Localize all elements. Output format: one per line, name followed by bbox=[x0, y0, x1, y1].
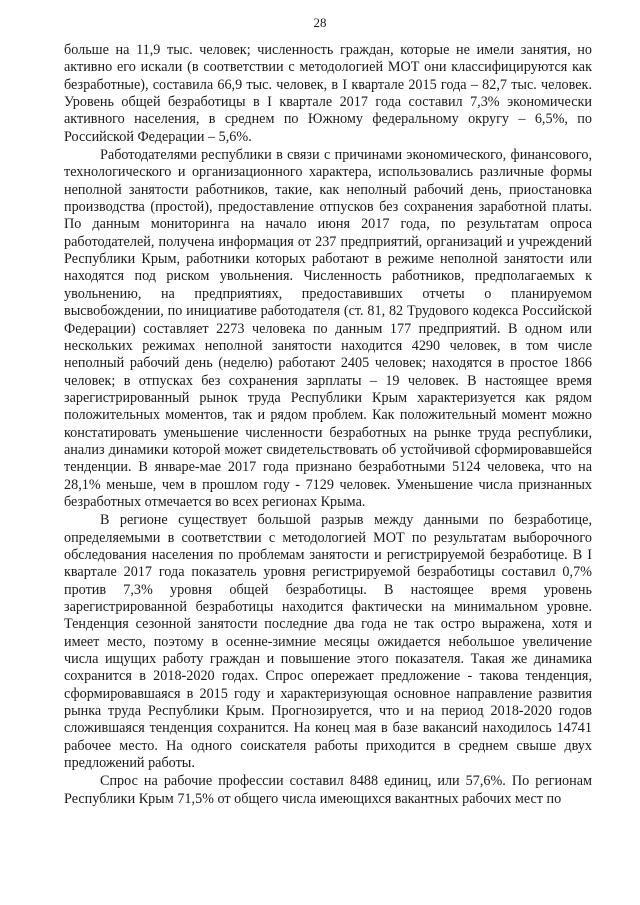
paragraph-part-time-employment: Работодателями республики в связи с причинами экономического, финансового, технологического и организационного характера, использовались различные формы неполной занятости работников, такие, как неполный рабочий день, приостановка производства (простой), предоставление отпусков без сохранения заработной платы. По данным мониторинга на начало июня 2017 года, по результатам опроса работодателей, получена информация от 237 предприятий, организаций и учреждений Республики Крым, работники которых работают в режиме неполной занятости или находятся под риском увольнения. Численность работников, предполагаемых к увольнению, на предприятиях, предоставивших отчеты о планируемом высвобождении, по инициативе работодателя (ст. 81, 82 Трудового кодекса Российской Федерации) составляет 2273 человека по данным 177 предприятий. В одном или нескольких режимах неполной занятости находится 4290 человек, в том числе неполный рабочий день (неделю) работают 2405 человек; находятся в простое 1866 человек; в отпусках без сохранения зарплаты – 19 человек. В настоящее время зарегистрированный рынок труда Республики Крым характеризуется как рядом положительных моментов, так и рядом проблем. Как положительный момент можно констатировать уменьшение численности безработных на рынке труда республики, анализ динамики которой может свидетельствовать об устойчивой сформировавшейся тенденции. В январе-мае 2017 года признано безработными 5124 человека, что на 28,1% меньше, чем в прошлом году - 7129 человек. Уменьшение числа признанных безработных отмечается во всех регионах Крыма. bbox=[64, 147, 592, 510]
document-body bbox=[64, 42, 592, 809]
paragraph-labor-demand: Спрос на рабочие профессии составил 8488 единиц, или 57,6%. По регионам Республики Крым 71,5% от общего числа имеющихся вакантных рабочих мест по bbox=[64, 773, 592, 807]
page-number: 28 bbox=[313, 15, 327, 30]
paragraph-unemployment-stats: больше на 11,9 тыс. человек; численность граждан, которые не имели занятия, но активно его искали (в соответствии с методологией МОТ они классифицируются как безработные), составила 66,9 тыс. человек, в I квартале 2015 года – 82,7 тыс. человек. Уровень общей безработицы в I квартале 2017 года составил 7,3% экономически активного населения, в среднем по Южному федеральному округу – 6,5%, по Российской Федерации – 5,6%. bbox=[64, 42, 592, 145]
paragraph-registered-unemployment: В регионе существует большой разрыв между данными по безработице, определяемыми в соответствии с методологией МОТ по результатам выборочного обследования населения по проблемам занятости и регистрируемой безработице. В I квартале 2017 года показатель уровня регистрируемой безработицы составил 0,7% против 7,3% уровня общей безработицы. В настоящее время уровень зарегистрированной безработицы находится фактически на минимальном уровне. Тенденция сезонной занятости последние два года не так остро выражена, хотя и имеет место, поэтому в осенне-зимние месяцы ожидается небольшое увеличение числа ищущих работу граждан и повышение этого показателя. Такая же динамика сохранится в 2018-2020 годах. Спрос опережает предложение - такова тенденция, сформировавшаяся в 2015 году и характеризующая основное направление развития рынка труда Республики Крым. Прогнозируется, что и на период 2018-2020 годов сложившаяся тенденция сохранится. На конец мая в базе вакансий находилось 14741 рабочее место. На одного соискателя работы приходится в среднем свыше двух предложений работы. bbox=[64, 512, 592, 772]
